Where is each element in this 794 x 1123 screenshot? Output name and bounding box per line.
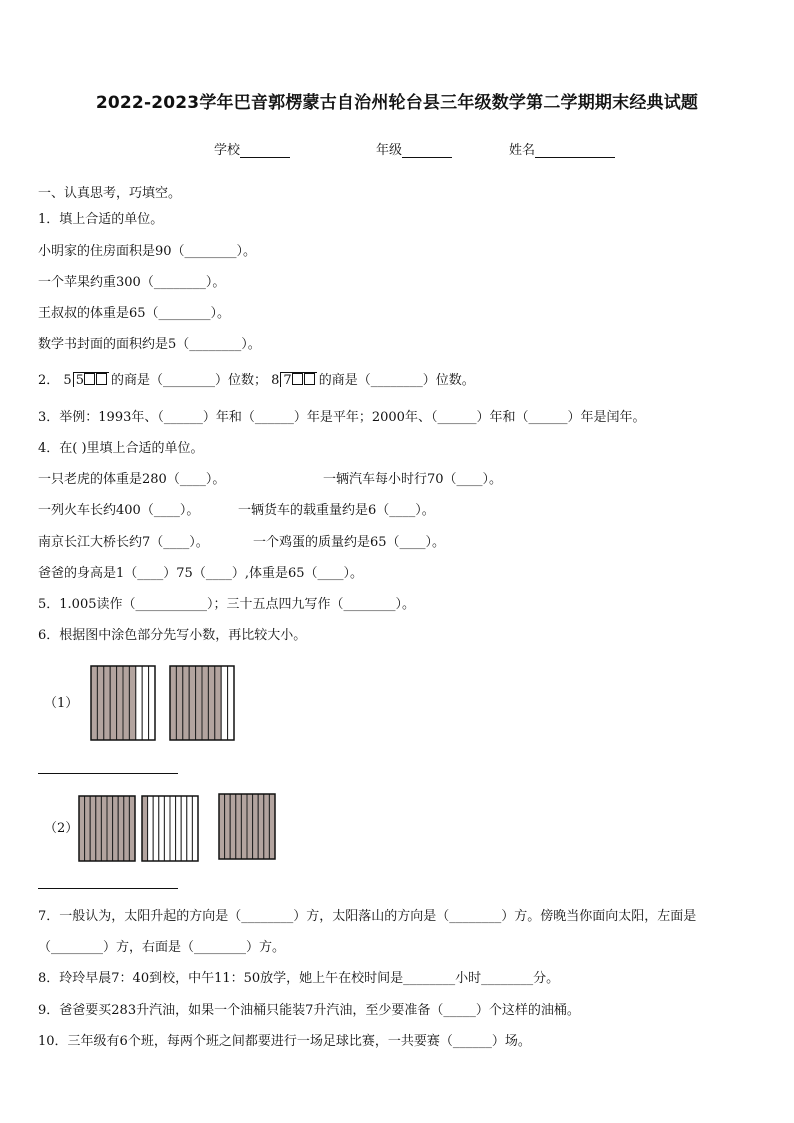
q1-line-3: 王叔叔的体重是65（________）。	[38, 306, 231, 321]
dividend-digit-1: 5	[75, 373, 84, 388]
q4-row2-right: 一辆货车的载重量约是6（____）。	[238, 503, 435, 518]
shaded-strip	[117, 666, 123, 740]
shaded-strip	[189, 666, 195, 740]
shaded-strip	[176, 666, 182, 740]
unshaded-strip	[170, 796, 176, 861]
q4-row2-left: 一列火车长约400（____）。	[38, 503, 200, 518]
q2-text-1: 的商是（________）位数；	[110, 373, 267, 388]
grid-figure-1a	[90, 665, 156, 741]
shaded-strip	[124, 796, 130, 861]
shaded-strip	[107, 796, 113, 861]
answer-line-2[interactable]	[38, 888, 178, 889]
shaded-strip	[129, 796, 135, 861]
q1-line-4: 数学书封面的面积约是5（________）。	[38, 337, 261, 352]
dividend-digit-2: 7	[283, 373, 292, 388]
divisor-1: 5	[63, 373, 72, 388]
shaded-strip	[253, 794, 259, 859]
blank-box	[96, 373, 107, 385]
q6-title: 6．根据图中涂色部分先写小数，再比较大小。	[38, 628, 307, 643]
shaded-strip	[247, 794, 253, 859]
shaded-strip	[97, 666, 103, 740]
grid-figure-2a	[78, 795, 136, 862]
school-blank[interactable]	[240, 143, 290, 158]
shaded-strip	[269, 794, 275, 859]
shaded-strip	[170, 666, 176, 740]
grade-label: 年级	[376, 143, 403, 158]
q4-row3-left: 南京长江大桥长约7（____）。	[38, 535, 209, 550]
school-label: 学校	[214, 143, 241, 158]
q3-text: 3．举例：1993年、（______）年和（______）年是平年；2000年、（______）年和（______）年是闰年。	[38, 410, 646, 425]
name-field	[509, 139, 615, 158]
blank-box	[292, 373, 303, 385]
shaded-strip	[264, 794, 270, 859]
shaded-strip	[101, 796, 107, 861]
shaded-strip	[236, 794, 242, 859]
unshaded-strip	[164, 796, 170, 861]
long-division-2	[280, 372, 316, 387]
shaded-strip	[113, 796, 119, 861]
grade-blank[interactable]	[402, 143, 452, 158]
q2-number: 2．	[38, 373, 60, 388]
shaded-strip	[85, 796, 91, 861]
q5-text: 5．1.005读作（___________）；三十五点四九写作（________）。	[38, 597, 415, 612]
unshaded-strip	[192, 796, 198, 861]
q4-row3-right: 一个鸡蛋的质量约是65（____）。	[253, 535, 446, 550]
shaded-strip	[196, 666, 202, 740]
grid-figure-1b	[169, 665, 235, 741]
unshaded-strip	[221, 666, 227, 740]
unshaded-strip	[153, 796, 159, 861]
school-field	[214, 139, 290, 158]
divisor-2: 8	[271, 373, 280, 388]
shaded-strip	[142, 796, 148, 861]
grid-figure-2b	[141, 795, 199, 862]
name-blank[interactable]	[535, 143, 615, 158]
q9-text: 9．爸爸要买283升汽油，如果一个油桶只能装7升汽油，至少要准备（_____）个这样的油桶。	[38, 1003, 580, 1018]
shaded-strip	[215, 666, 221, 740]
q8-text: 8．玲玲早晨7：40到校，中午11：50放学，她上午在校时间是________小时________分。	[38, 971, 560, 986]
blank-box	[304, 373, 315, 385]
blank-box	[84, 373, 95, 385]
exam-title: 2022-2023学年巴音郭楞蒙古自治州轮台县三年级数学第二学期期末经典试题	[95, 93, 699, 113]
unshaded-strip	[187, 796, 193, 861]
shaded-strip	[123, 666, 129, 740]
q4-row1-right: 一辆汽车每小时行70（____）。	[323, 472, 503, 487]
shaded-strip	[230, 794, 236, 859]
q7-line-1: 7．一般认为，太阳升起的方向是（________）方，太阳落山的方向是（________）方。傍晚当你面向太阳，左面是	[38, 909, 697, 924]
shaded-strip	[202, 666, 208, 740]
q4-title: 4．在( )里填上合适的单位。	[38, 441, 204, 456]
unshaded-strip	[149, 666, 155, 740]
q4-row1-left: 一只老虎的体重是280（____）。	[38, 472, 226, 487]
shaded-strip	[118, 796, 124, 861]
shaded-strip	[219, 794, 225, 859]
unshaded-strip	[159, 796, 165, 861]
shaded-strip	[208, 666, 214, 740]
shaded-strip	[90, 796, 96, 861]
unshaded-strip	[136, 666, 142, 740]
name-label: 姓名	[509, 143, 536, 158]
shaded-strip	[91, 666, 97, 740]
shaded-strip	[110, 666, 116, 740]
unshaded-strip	[228, 666, 234, 740]
shaded-strip	[241, 794, 247, 859]
long-division-1	[73, 372, 109, 387]
grade-field	[376, 139, 452, 158]
q7-line-2: （________）方，右面是（________）方。	[38, 940, 286, 955]
shaded-strip	[104, 666, 110, 740]
q2-text-2: 的商是（________）位数。	[318, 373, 475, 388]
shaded-strip	[79, 796, 85, 861]
q1-title: 1．填上合适的单位。	[38, 212, 164, 227]
q6-part2-label: （2）	[44, 821, 79, 836]
answer-line-1[interactable]	[38, 773, 178, 774]
q2-row	[38, 369, 475, 388]
section-heading: 一、认真思考，巧填空。	[38, 186, 182, 201]
shaded-strip	[96, 796, 102, 861]
unshaded-strip	[142, 666, 148, 740]
grid-figure-2c	[218, 793, 276, 860]
shaded-strip	[183, 666, 189, 740]
q4-row4: 爸爸的身高是1（____）75（____）,体重是65（____）。	[38, 566, 363, 581]
unshaded-strip	[181, 796, 187, 861]
unshaded-strip	[148, 796, 154, 861]
shaded-strip	[225, 794, 231, 859]
unshaded-strip	[176, 796, 182, 861]
q1-line-1: 小明家的住房面积是90（________）。	[38, 244, 257, 259]
shaded-strip	[129, 666, 135, 740]
q10-text: 10．三年级有6个班，每两个班之间都要进行一场足球比赛，一共要赛（______）场。	[38, 1034, 531, 1049]
q1-line-2: 一个苹果约重300（________）。	[38, 275, 226, 290]
shaded-strip	[258, 794, 264, 859]
q6-part1-label: （1）	[44, 696, 79, 711]
